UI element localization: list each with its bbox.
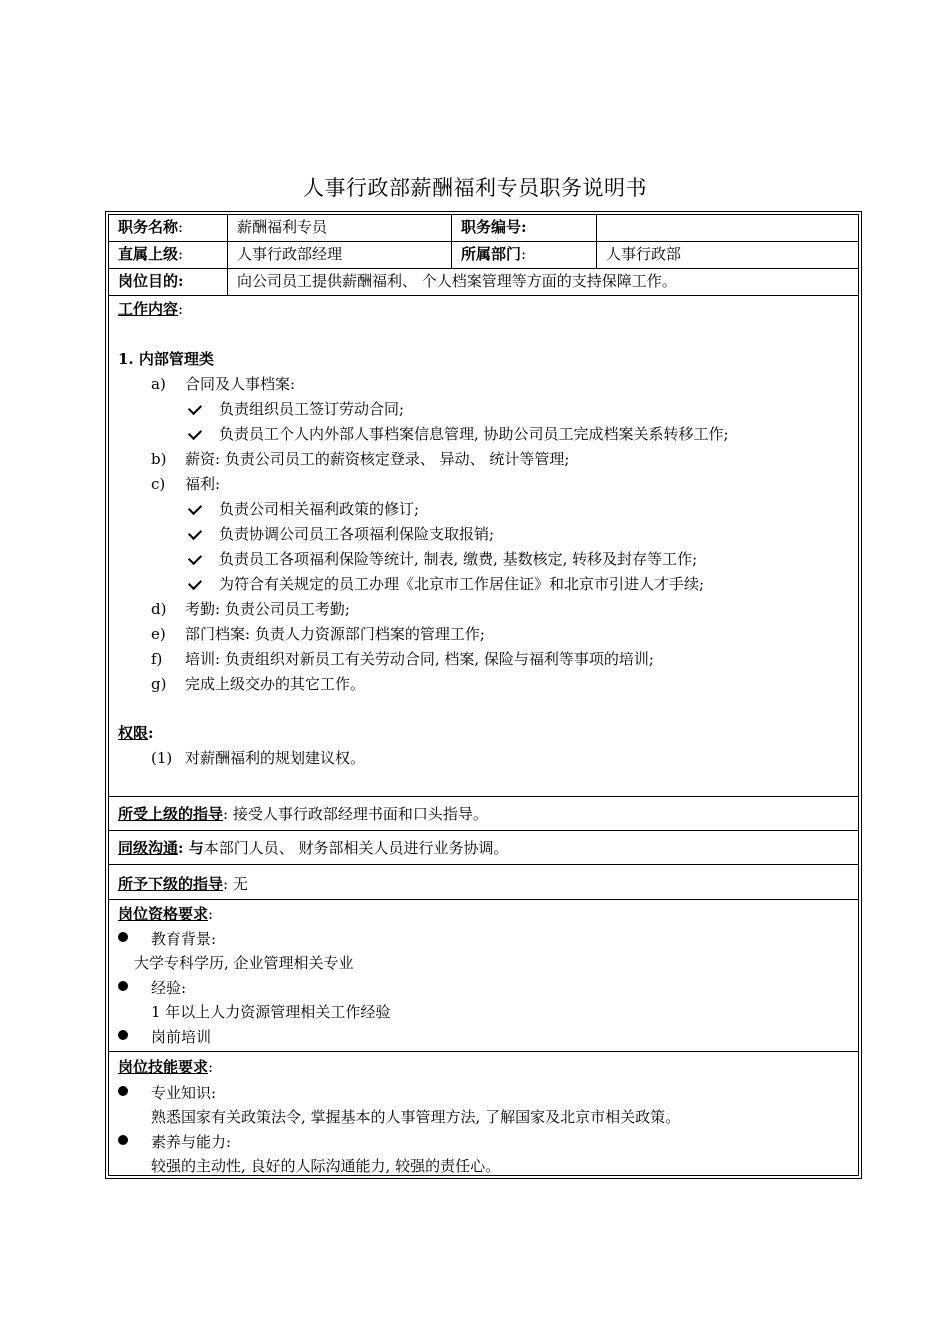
superior-guidance-line [118,803,488,825]
job-title-label-cell [109,215,228,241]
supervisor-label-cell [109,242,228,268]
supervisor-colon: : [178,245,184,263]
item-training: 培训: 负责组织对新员工有关劳动合同, 档案, 保险与福利等事项的培训; [185,650,654,668]
peer-communication-heading: 同级沟通 [118,839,179,857]
qualifications-colon: : [208,905,214,923]
item-contracts-2: 负责员工个人内外部人事档案信息管理, 协助公司员工完成档案关系转移工作; [219,425,729,443]
supervisor-label: 直属上级 [118,245,179,263]
bullet-icon [118,1080,128,1102]
item-welfare-3: 负责员工各项福利保险等统计, 制表, 缴费, 基数核定, 转移及封存等工作; [219,550,698,568]
item-marker-c: c) [151,475,166,493]
peer-communication-text: 本部门人员、 财务部相关人员进行业务协调。 [203,839,509,857]
item-contracts-1: 负责组织员工签订劳动合同; [219,400,405,418]
item-attendance: 考勤: 负责公司员工考勤; [185,600,350,618]
work-heading-colon: : [178,300,184,318]
work-heading-text: 工作内容 [118,300,179,318]
job-title-value: 薪酬福利专员 [237,218,328,236]
item-salary: 薪资: 负责公司员工的薪资核定登录、 异动、 统计等管理; [185,450,570,468]
section-internal-management: 1. 内部管理类 [118,350,214,368]
peer-communication-colon: : 与 [178,839,204,857]
check-icon [189,396,201,418]
document-title: 人事行政部薪酬福利专员职务说明书 [303,176,647,200]
row-supervisor [108,241,859,269]
authority-heading [118,722,154,744]
item-dept-archive: 部门档案: 负责人力资源部门档案的管理工作; [185,625,485,643]
job-code-label-cell [452,215,597,241]
purpose-value-cell [228,269,858,295]
ability-label: 素养与能力: [151,1133,232,1151]
bullet-icon [118,975,128,997]
row-skills [108,1051,859,1176]
work-heading [118,298,183,320]
skills-heading-line [118,1056,213,1078]
item-welfare: 福利: [185,475,221,493]
education-label: 教育背景: [151,930,217,948]
ability-value: 较强的主动性, 良好的人际沟通能力, 较强的责任心。 [151,1157,501,1175]
department-value: 人事行政部 [606,245,682,263]
superior-guidance-text: : 接受人事行政部经理书面和口头指导。 [223,805,488,823]
check-icon [189,546,201,568]
row-job-title [108,214,859,242]
item-contracts: 合同及人事档案: [185,375,296,393]
check-icon [189,421,201,443]
authority-heading-text: 权限 [118,724,149,742]
qualifications-heading-line [118,903,213,925]
item-other: 完成上级交办的其它工作。 [185,675,366,693]
department-label-cell [452,242,597,268]
skills-heading: 岗位技能要求 [118,1058,209,1076]
item-marker-b: b) [151,450,167,468]
row-subordinate-guidance [108,864,859,900]
purpose-label-cell [109,269,228,295]
job-title-value-cell [228,215,452,241]
job-code-value-cell [597,215,858,241]
check-icon [189,496,201,518]
experience-label: 经验: [151,979,187,997]
check-icon [189,521,201,543]
authority-text: 对薪酬福利的规划建议权。 [185,749,366,767]
knowledge-label: 专业知识: [151,1084,217,1102]
peer-communication-line [118,837,509,859]
item-marker-f: f) [151,650,163,668]
pre-job-training: 岗前培训 [151,1028,212,1046]
supervisor-value-cell [228,242,452,268]
job-description-table [105,211,862,1179]
item-welfare-1: 负责公司相关福利政策的修订; [219,500,420,518]
department-value-cell [597,242,858,268]
bullet-icon [118,1024,128,1046]
work-content-block [108,295,859,797]
job-code-label: 职务编号: [461,218,527,236]
row-qualifications [108,899,859,1052]
subordinate-guidance-text: : 无 [223,875,248,893]
bullet-icon [118,1129,128,1151]
department-label: 所属部门 [461,245,522,263]
qualifications-heading: 岗位资格要求 [118,905,209,923]
row-purpose [108,268,859,296]
experience-value: 1 年以上人力资源管理相关工作经验 [151,1003,391,1021]
item-welfare-4: 为符合有关规定的员工办理《北京市工作居住证》和北京市引进人才手续; [219,575,705,593]
item-welfare-2: 负责协调公司员工各项福利保险支取报销; [219,525,495,543]
purpose-value: 向公司员工提供薪酬福利、 个人档案管理等方面的支持保障工作。 [237,272,677,290]
item-marker-d: d) [151,600,167,618]
subordinate-guidance-heading: 所予下级的指导 [118,875,224,893]
job-title-colon: : [178,218,184,236]
row-superior-guidance [108,796,859,831]
authority-marker: (1) [151,749,173,767]
superior-guidance-heading: 所受上级的指导 [118,805,224,823]
item-marker-e: e) [151,625,166,643]
job-title-label: 职务名称 [118,218,179,236]
skills-colon: : [208,1058,214,1076]
item-marker-g: g) [151,675,167,693]
supervisor-value: 人事行政部经理 [237,245,343,263]
authority-heading-colon: : [148,724,154,742]
row-peer-communication [108,830,859,865]
bullet-icon [118,926,128,948]
purpose-label: 岗位目的: [118,272,184,290]
subordinate-guidance-line [118,873,248,895]
knowledge-value: 熟悉国家有关政策法令, 掌握基本的人事管理方法, 了解国家及北京市相关政策。 [151,1108,681,1126]
education-value: 大学专科学历, 企业管理相关专业 [134,954,354,972]
item-marker-a: a) [151,375,166,393]
department-colon: : [521,245,527,263]
check-icon [189,571,201,593]
